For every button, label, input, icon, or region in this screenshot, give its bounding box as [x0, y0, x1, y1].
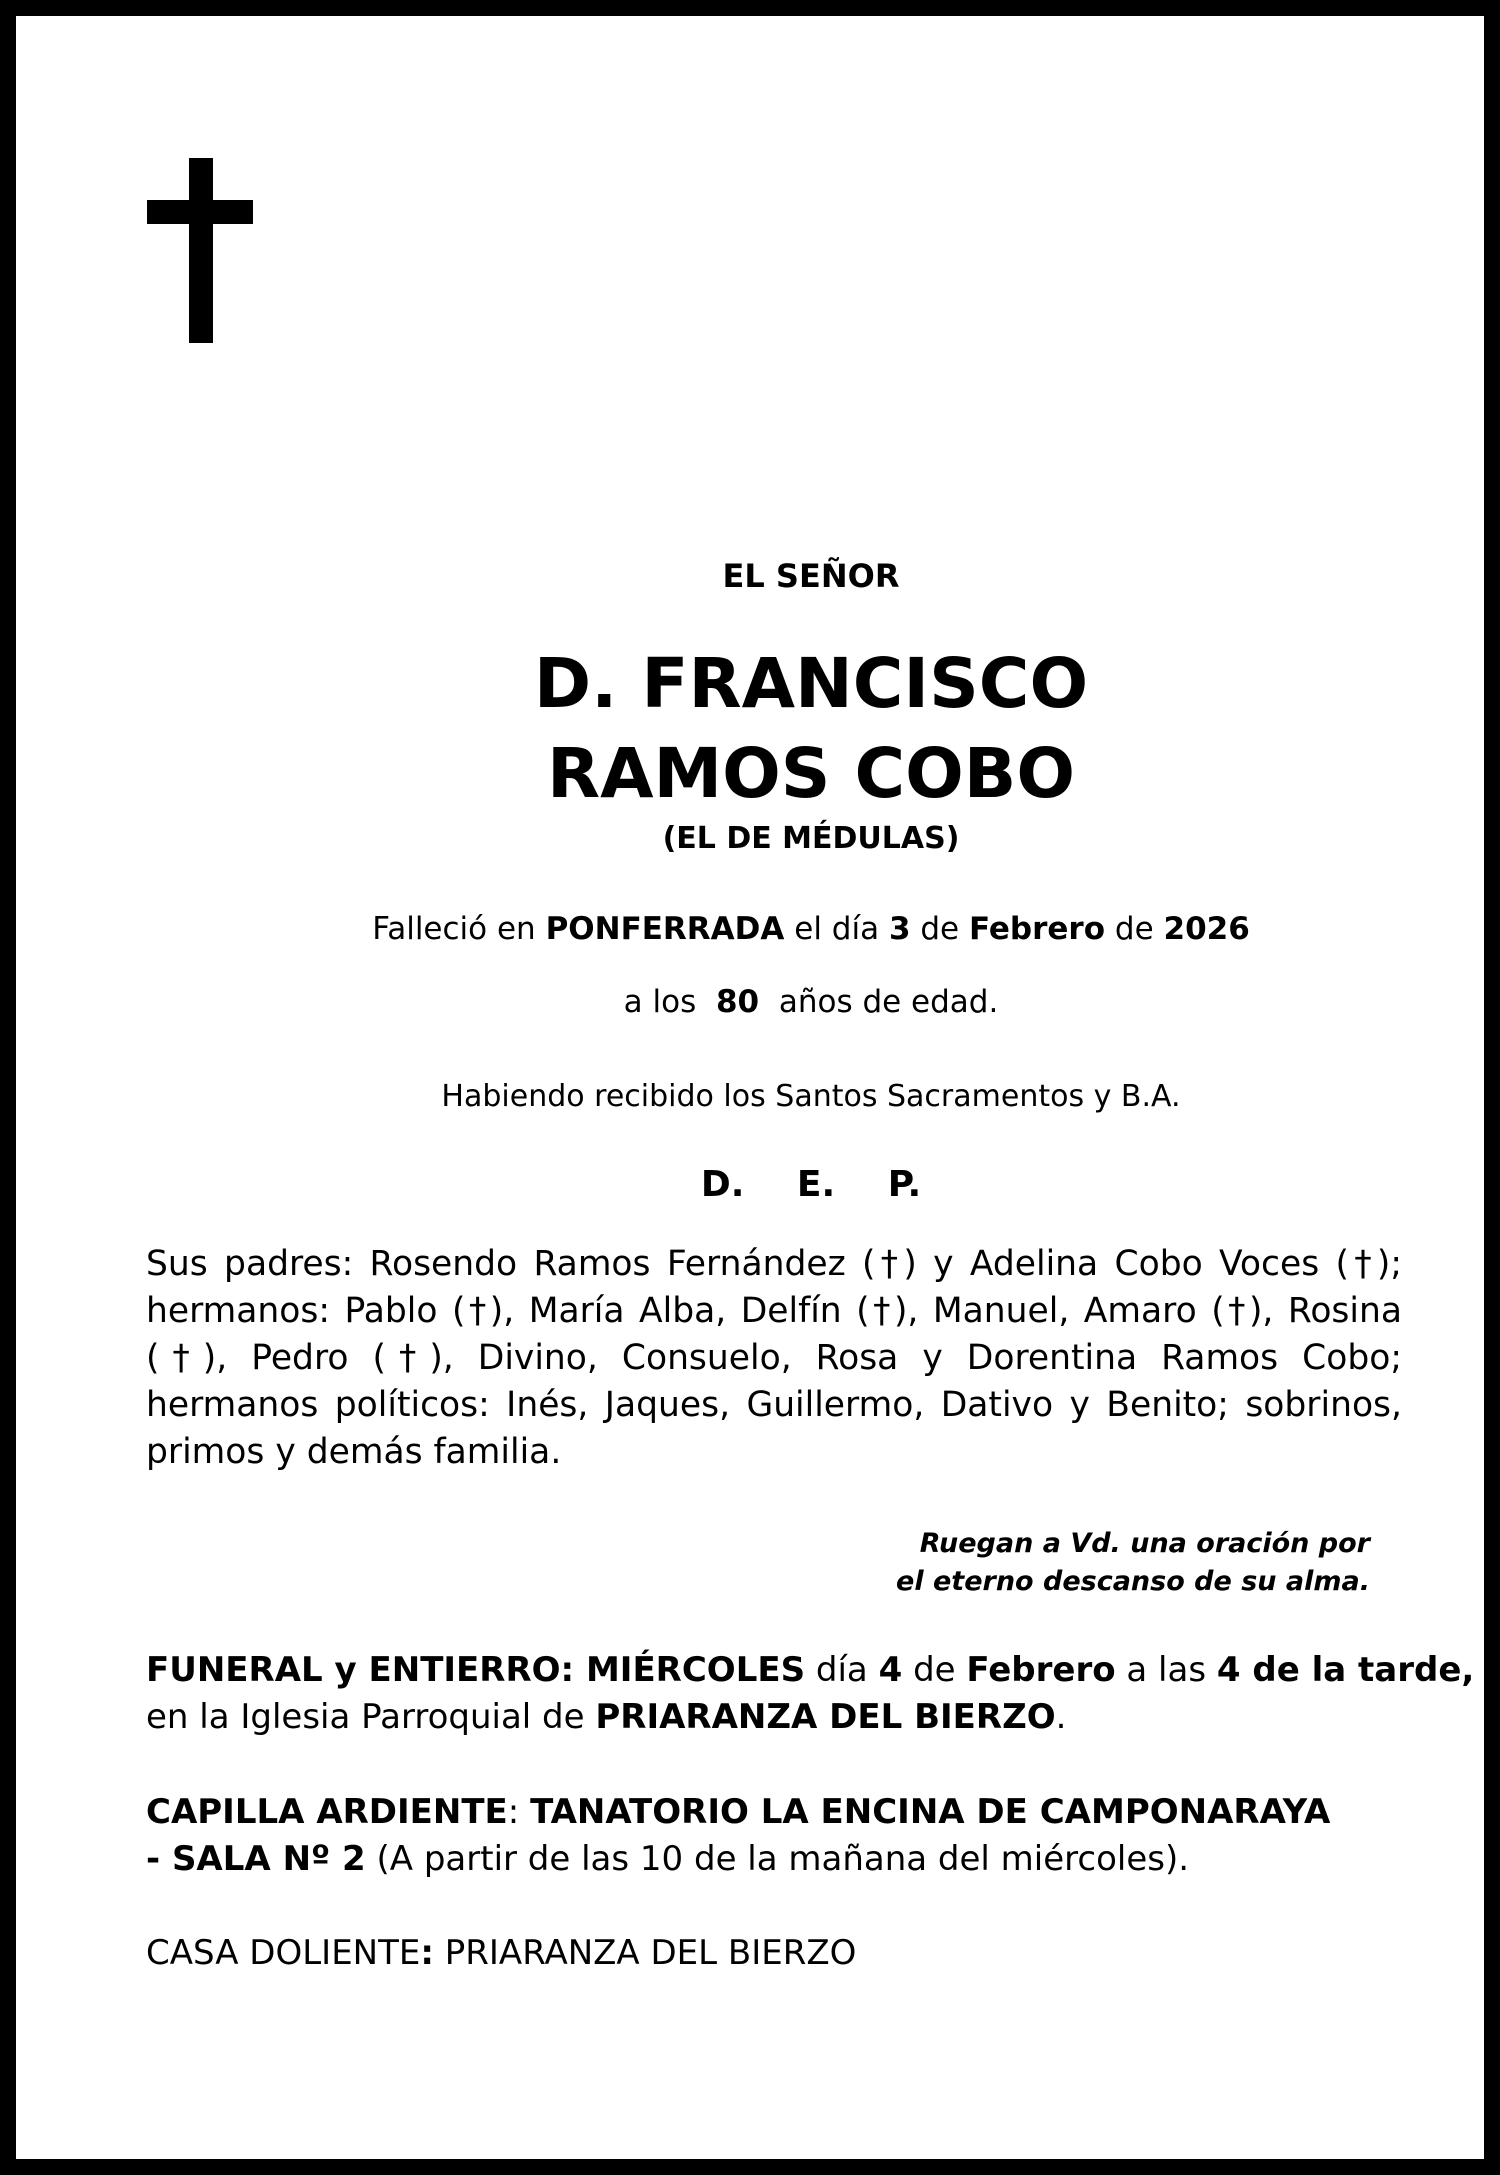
funeral-day: 4 [878, 1650, 903, 1690]
death-year: 2026 [1163, 911, 1250, 947]
funeral-end: . [1055, 1697, 1067, 1737]
house-info [146, 1930, 1446, 1977]
funeral-label: FUNERAL y ENTIERRO: MIÉRCOLES [146, 1650, 806, 1690]
death-of-1: de [920, 911, 960, 947]
prayer-line-2: el eterno descanso de su alma. [896, 1566, 1370, 1597]
sacraments-line: Habiendo recibido los Santos Sacramentos y B.A. [441, 1079, 1181, 1114]
name-line-1: D. FRANCISCO [533, 644, 1089, 724]
death-intro: Falleció en [372, 911, 536, 947]
alias: (EL DE MÉDULAS) [662, 821, 960, 856]
funeral-info [146, 1647, 1475, 1741]
funeral-of: de [913, 1650, 956, 1690]
age-suffix: años de edad. [778, 984, 999, 1020]
funeral-time: 4 de la tarde, [1216, 1650, 1475, 1690]
house-place: PRIARANZA DEL BIERZO [444, 1933, 857, 1973]
title-prefix: EL SEÑOR [722, 557, 900, 595]
chapel-room: - SALA Nº 2 [146, 1839, 366, 1879]
name-line-2: RAMOS COBO [546, 734, 1076, 814]
chapel-note: (A partir de las 10 de la mañana del miércoles). [376, 1839, 1190, 1879]
death-place: PONFERRADA [545, 911, 785, 947]
age-prefix: a los [623, 984, 697, 1020]
family-paragraph: Sus padres: Rosendo Ramos Fernández (†) y Adelina Cobo Voces (†); hermanos: Pablo (†), María Alba, Delfín (†), Manuel, Amaro (†), Rosina (†), Pedro (†), Divino, Consuelo, Rosa y Dorentina Ramos Cobo; hermanos políticos: Inés, Jaques, Guillermo, Dativo y Benito; sobrinos, primos y demás familia. [146, 1244, 1402, 1472]
cross-icon [147, 158, 253, 343]
age-line [146, 984, 1476, 1020]
chapel-label: CAPILLA ARDIENTE [146, 1792, 508, 1832]
funeral-place-prefix: en la Iglesia Parroquial de [146, 1697, 585, 1737]
prayer-line-1: Ruegan a Vd. una oración por [919, 1528, 1370, 1559]
funeral-day-word: día [815, 1650, 868, 1690]
funeral-at: a las [1126, 1650, 1207, 1690]
chapel-venue: TANATORIO LA ENCINA DE CAMPONARAYA [530, 1792, 1331, 1832]
death-of-2: de [1114, 911, 1154, 947]
funeral-place: PRIARANZA DEL BIERZO [595, 1697, 1056, 1737]
chapel-colon: : [507, 1792, 520, 1832]
death-line [146, 911, 1476, 947]
funeral-month: Febrero [966, 1650, 1116, 1690]
house-colon: : [420, 1933, 434, 1973]
death-month: Febrero [968, 911, 1106, 947]
death-day: 3 [888, 911, 911, 947]
death-day-label: el día [794, 911, 880, 947]
prayer-request [570, 1525, 1370, 1601]
chapel-info [146, 1789, 1446, 1883]
house-label: CASA DOLIENTE [146, 1933, 421, 1973]
deceased-name [146, 639, 1476, 819]
age-value: 80 [715, 984, 760, 1020]
dep-line: D. E. P. [700, 1164, 922, 1205]
